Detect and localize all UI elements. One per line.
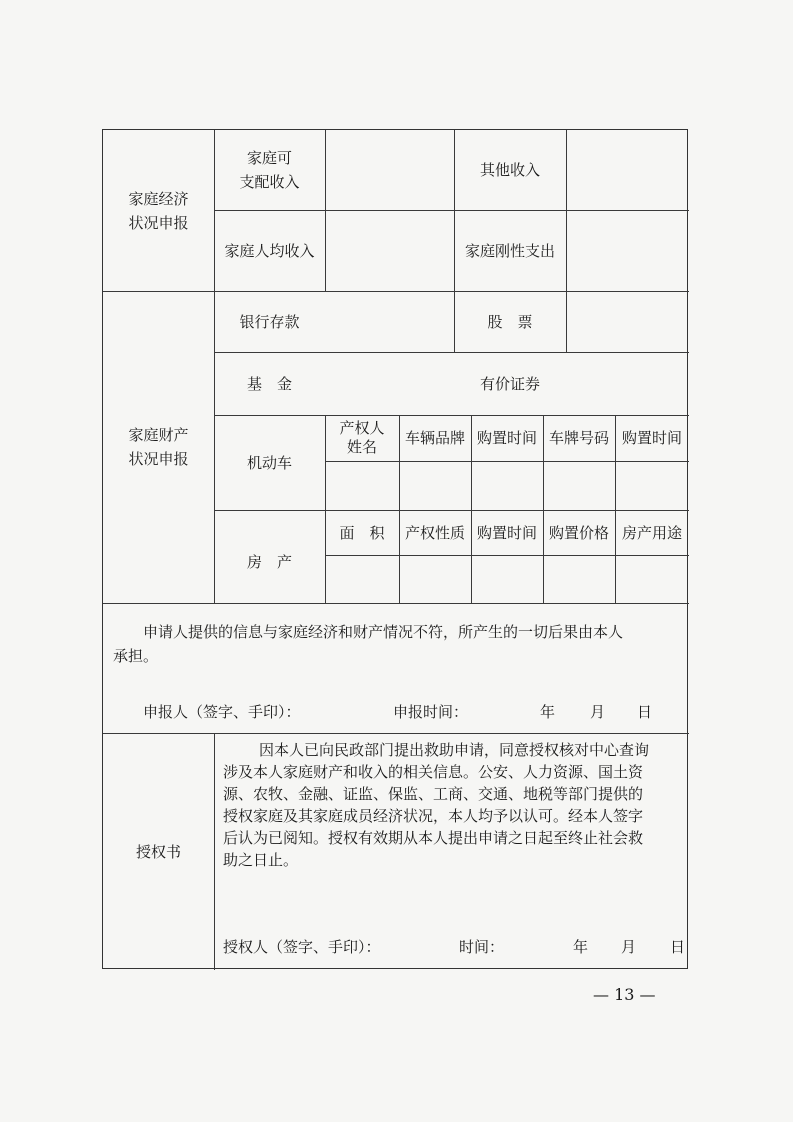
authorization-text <box>223 739 683 871</box>
vehicle-owner-header-line1: 产权人 <box>339 419 385 437</box>
bank-deposit-label: 银行存款 <box>239 312 300 331</box>
income-section-label-line2: 状况申报 <box>128 213 189 232</box>
authorization-line4: 授权家庭及其家庭成员经济状况，本人均予以认可。经本人签字 <box>223 807 644 825</box>
property-purchase-price-header: 购置价格 <box>548 523 609 542</box>
property-usage-value[interactable] <box>615 555 689 603</box>
row-divider <box>103 603 689 604</box>
other-income-label: 其他收入 <box>479 161 540 179</box>
col-divider <box>214 733 215 970</box>
vehicle-plate-value[interactable] <box>543 461 615 510</box>
property-purchase-time-value[interactable] <box>471 555 543 603</box>
vehicle-label: 机动车 <box>246 453 292 472</box>
declare-day-label: 日 <box>637 703 653 721</box>
declare-year-label: 年 <box>540 703 556 721</box>
securities-value[interactable] <box>566 352 689 415</box>
per-capita-income-label: 家庭人均收入 <box>224 241 315 260</box>
assets-section-label-line2: 状况申报 <box>128 450 189 468</box>
securities-label: 有价证券 <box>479 374 540 393</box>
authorization-line2: 涉及本人家庭财产和收入的相关信息。公安、人力资源、国土资 <box>223 763 644 781</box>
property-label: 房 产 <box>246 552 292 571</box>
declaration-statement-line1: 申请人提供的信息与家庭经济和财产情况不符，所产生的一切后果由本人 <box>143 623 624 641</box>
vehicle-owner-header-line2: 姓名 <box>346 438 377 456</box>
declare-time-label: 申报时间： <box>393 703 469 721</box>
rigid-expense-label: 家庭刚性支出 <box>464 241 555 260</box>
vehicle-purchase-time2-value[interactable] <box>615 461 689 510</box>
stocks-value[interactable] <box>566 291 689 352</box>
property-usage-header: 房产用途 <box>621 523 682 542</box>
per-capita-income-value[interactable] <box>325 210 454 291</box>
authorizer-signature-label: 授权人（签字、手印）： <box>223 938 381 956</box>
authorization-line3: 源、农牧、金融、证监、保监、工商、交通、地税等部门提供的 <box>223 785 644 803</box>
vehicle-owner-header <box>325 415 399 461</box>
disposable-income-line1: 家庭可 <box>246 149 292 167</box>
income-section-label-line1: 家庭经济 <box>128 189 189 208</box>
bank-deposit-value[interactable] <box>325 291 454 352</box>
declarant-signature-label: 申报人（签字、手印）： <box>143 703 301 721</box>
assistance-application-form <box>102 129 688 969</box>
authorization-month-label: 月 <box>621 938 637 956</box>
vehicle-purchase-time-value[interactable] <box>471 461 543 510</box>
property-area-header: 面 积 <box>339 523 385 542</box>
authorization-line1: 因本人已向民政部门提出救助申请，同意授权核对中心查询 <box>259 741 650 759</box>
property-nature-value[interactable] <box>399 555 471 603</box>
fund-value[interactable] <box>325 352 454 415</box>
vehicle-owner-value[interactable] <box>325 461 399 510</box>
authorization-day-label: 日 <box>670 938 686 956</box>
authorization-time-label: 时间： <box>459 938 505 956</box>
fund-label: 基 金 <box>246 374 292 393</box>
property-nature-header: 产权性质 <box>404 523 465 542</box>
property-area-value[interactable] <box>325 555 399 603</box>
assets-section-label <box>103 291 214 603</box>
rigid-expense-value[interactable] <box>566 210 689 291</box>
authorization-year-label: 年 <box>573 938 589 956</box>
declaration-statement-line2: 承担。 <box>113 647 159 665</box>
vehicle-purchase-time2-header: 购置时间 <box>621 429 682 447</box>
stocks-label: 股 票 <box>487 312 533 331</box>
disposable-income-label <box>214 130 325 210</box>
vehicle-brand-value[interactable] <box>399 461 471 510</box>
declare-month-label: 月 <box>590 703 606 721</box>
vehicle-purchase-time-header: 购置时间 <box>476 429 537 447</box>
other-income-value[interactable] <box>566 130 689 210</box>
declarant-signature-field[interactable] <box>303 700 383 724</box>
vehicle-plate-header: 车牌号码 <box>548 429 609 447</box>
income-section-label <box>103 130 214 291</box>
property-purchase-time-header: 购置时间 <box>476 523 537 542</box>
authorization-label: 授权书 <box>135 842 181 861</box>
page-number: — 13 — <box>593 985 656 1004</box>
disposable-income-value[interactable] <box>325 130 454 210</box>
disposable-income-line2: 支配收入 <box>239 173 300 191</box>
authorization-line5: 后认为已阅知。授权有效期从本人提出申请之日起至终止社会救 <box>223 829 644 847</box>
authorization-line6: 助之日止。 <box>223 851 299 869</box>
authorizer-signature-field[interactable] <box>393 935 453 959</box>
vehicle-brand-header: 车辆品牌 <box>404 429 465 447</box>
assets-section-label-line1: 家庭财产 <box>128 426 189 444</box>
property-purchase-price-value[interactable] <box>543 555 615 603</box>
